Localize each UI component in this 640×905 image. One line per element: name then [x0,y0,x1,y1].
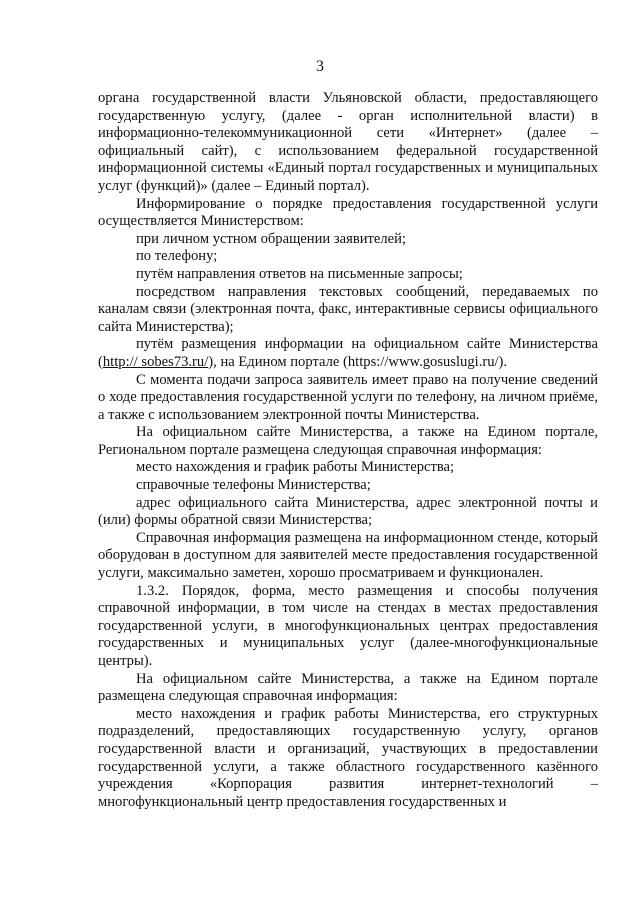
ministry-website-link[interactable]: http:// sobes73.ru/ [102,353,209,370]
paragraph-reference-info: На официальном сайте Министерства, а также на Едином портале, Региональном портале размещена следующая справочная информация: [98,424,598,458]
list-item-website [98,336,598,371]
paragraph-website-reference: На официальном сайте Министерства, а также на Едином портале размещена следующая справочная информация: [98,670,598,705]
paragraph-continuation: органа государственной власти Ульяновской области, предоставляющего государственную услугу, (далее - орган исполнительной власти) в информационно-телекоммуникационной сети «Интернет» (далее – официальный сайт), с использованием федеральной государственной информационной системы «Единый портал государственных и муниципальных услуг (функций)» (далее – Единый портал). [98,90,598,194]
website-text-before: путём размещения информации на официальном сайте Министерства ( [98,336,598,370]
list-item-location-structures: место нахождения и график работы Министерства, его структурных подразделений, предоставляющих государственную услугу, органов государственной власти и организаций, участвующих в предоставлении государственной услуги, а также областного государственного казённого учреждения «Корпорация развития интернет-технологий – многофункциональный центр предоставления государственных и [98,705,598,810]
list-item-location-schedule: место нахождения и график работы Министерства; [136,459,455,476]
paragraph-info-stand: Справочная информация размещена на информационном стенде, который оборудован в доступном для заявителей месте предоставления государственной услуги, максимально заметен, хорошо просматриваем и функционален. [98,529,598,582]
section-1-3-2: 1.3.2. Порядок, форма, место размещения и способы получения справочной информации, в том числе на стендах в местах предоставления государственной услуги, в многофункциональных центрах предоставления государственных и муниципальных услуг (далее-многофункциональные центры). [98,582,598,669]
list-item-phone: по телефону; [136,248,218,265]
document-body [98,90,598,811]
paragraph-informing: Информирование о порядке предоставления государственной услуги осуществляется Министерством: [98,195,598,230]
website-text-after: ), на Едином портале (https://www.gosuslugi.ru/). [208,353,508,370]
list-item-text-messages: посредством направления текстовых сообщений, передаваемых по каналам связи (электронная почта, факс, интерактивные сервисы официального сайта Министерства); [98,283,598,335]
list-item-website-email: адрес официального сайта Министерства, адрес электронной почты и (или) формы обратной связи Министерства; [98,494,598,529]
list-item-written-requests: путём направления ответов на письменные запросы; [136,265,463,282]
list-item-personal-visit: при личном устном обращении заявителей; [136,230,406,247]
page-number: 3 [316,58,324,75]
list-item-reference-phones: справочные телефоны Министерства; [136,477,371,494]
paragraph-request-status: С момента подачи запроса заявитель имеет право на получение сведений о ходе предоставления государственной услуги по телефону, на личном приёме, а также с использованием электронной почты Министерства. [98,371,598,423]
